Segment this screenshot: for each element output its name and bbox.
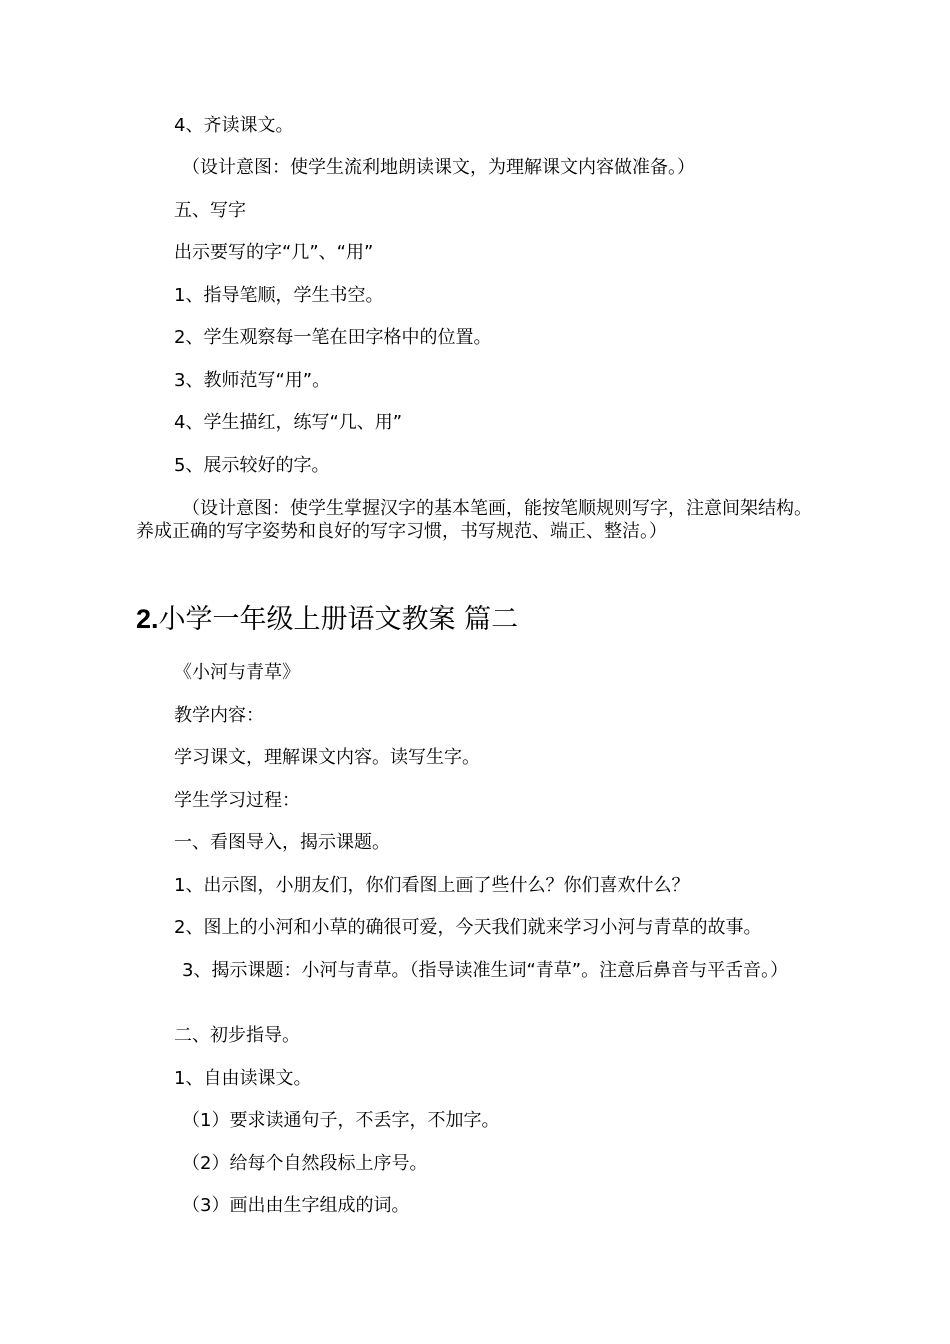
list-item-mark-words: （3）画出由生字组成的词。 bbox=[182, 1195, 410, 1216]
text-line-process-label: 学生学习过程： bbox=[174, 790, 300, 811]
list-item-observe-grid: 2、学生观察每一笔在田字格中的位置。 bbox=[174, 327, 492, 348]
list-item-show-picture: 1、出示图，小朋友们，你们看图上画了些什么？你们喜欢什么？ bbox=[174, 875, 690, 896]
list-item-free-reading: 1、自由读课文。 bbox=[174, 1068, 312, 1089]
section-heading bbox=[136, 602, 518, 637]
section-title-initial-guidance: 二、初步指导。 bbox=[174, 1025, 300, 1046]
list-item-stroke-order: 1、指导笔顺，学生书空。 bbox=[174, 285, 384, 306]
text-line-show-characters: 出示要写的字“几”、“用” bbox=[174, 242, 374, 263]
section-title-writing: 五、写字 bbox=[174, 200, 246, 221]
paragraph-design-intent-writing: （设计意图：使学生掌握汉字的基本笔画，能按笔顺规则写字，注意间架结构。养成正确的写字姿势和良好的写字习惯，书写规范、端正、整洁。） bbox=[136, 498, 812, 542]
lesson-title: 《小河与青草》 bbox=[174, 662, 300, 683]
paragraph-reveal-title: 3、揭示课题：小河与青草。（指导读准生词“青草”。注意后鼻音与平舌音。） bbox=[182, 960, 789, 981]
heading-number: 2. bbox=[136, 604, 159, 634]
text-line-design-intent-reading: （设计意图：使学生流利地朗读课文，为理解课文内容做准备。） bbox=[182, 157, 695, 178]
section-title-introduction: 一、看图导入，揭示课题。 bbox=[174, 832, 390, 853]
list-item-read-sentences: （1）要求读通句子，不丢字，不加字。 bbox=[182, 1110, 500, 1131]
text-line-read-aloud: 4、齐读课文。 bbox=[174, 115, 294, 136]
heading-title: 小学一年级上册语文教案 篇二 bbox=[158, 604, 519, 635]
list-item-trace-practice: 4、学生描红，练写“几、用” bbox=[174, 412, 403, 433]
text-line-content-label: 教学内容： bbox=[174, 705, 264, 726]
text-line-content: 学习课文，理解课文内容。读写生字。 bbox=[174, 747, 480, 768]
list-item-picture-story: 2、图上的小河和小草的确很可爱，今天我们就来学习小河与青草的故事。 bbox=[174, 917, 762, 938]
list-item-number-paragraphs: （2）给每个自然段标上序号。 bbox=[182, 1153, 428, 1174]
list-item-show-good-writing: 5、展示较好的字。 bbox=[174, 455, 330, 476]
list-item-teacher-demo: 3、教师范写“用”。 bbox=[174, 370, 331, 391]
